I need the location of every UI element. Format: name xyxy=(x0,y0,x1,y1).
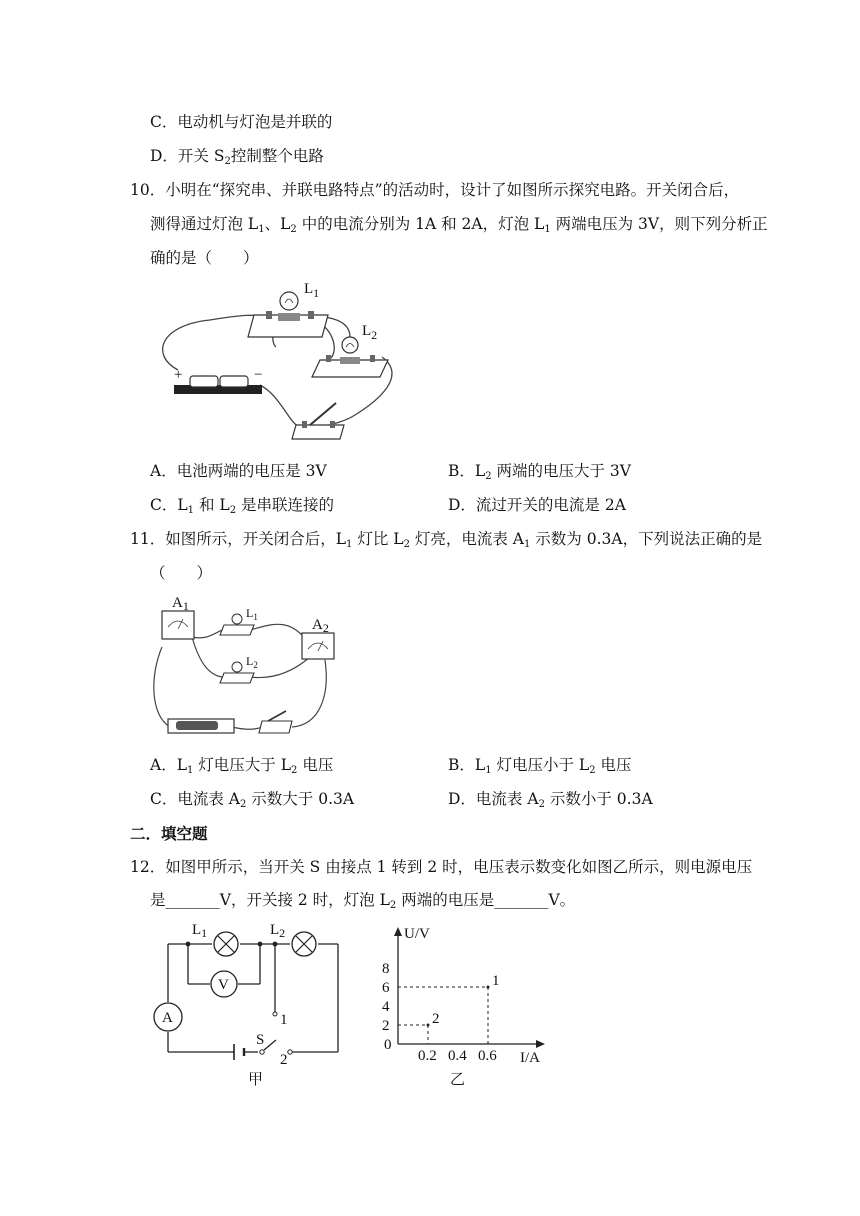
q11-option-d: D．电流表 $A_2$ 示数小于 0.3A xyxy=(448,790,653,810)
graph-data-point xyxy=(487,986,490,989)
q12-l1-lamp-icon xyxy=(214,932,238,956)
q12-ammeter-label: A xyxy=(162,1010,173,1026)
battery-minus-sign: − xyxy=(254,367,263,383)
q11-option-a: A．$L_1$ 灯电压大于 $L_2$ 电压 xyxy=(150,756,334,776)
battery-plus-sign: + xyxy=(174,367,183,383)
battery-box xyxy=(174,385,262,394)
q10-circuit-figure xyxy=(150,275,410,445)
q11-l1-bulb-icon xyxy=(232,614,242,624)
q10-stem-line2: 测得通过灯泡 $L_1$、$L_2$ 中的电流分别为 1A 和 2A，灯泡 $L_1$ 两端电压为 3V，则下列分析正 xyxy=(150,215,768,235)
q12-figure-b-caption: 乙 xyxy=(450,1070,466,1088)
q12-switch-label: S xyxy=(256,1032,265,1048)
graph-x-tick-label: 0.2 xyxy=(418,1048,437,1064)
q12-l2-label: $L_2$ xyxy=(270,922,286,940)
q12-stem-line1: 12．如图甲所示，当开关 S 由接点 1 转到 2 时，电压表示数变化如图乙所示，则电源电压 xyxy=(130,858,753,876)
q12-voltmeter-label: V xyxy=(218,977,229,993)
graph-x-axis-label: I/A xyxy=(520,1050,540,1066)
graph-x-tick-label: 0.6 xyxy=(478,1048,497,1064)
q11-stem-line1: 11．如图所示，开关闭合后，$L_1$ 灯比 $L_2$ 灯亮，电流表 $A_1$ 示数为 0.3A，下列说法正确的是 xyxy=(130,530,763,550)
q11-stem-line2: （ ） xyxy=(150,564,213,582)
q10-option-a: A．电池两端的电压是 3V xyxy=(150,462,327,480)
q10-option-d: D．流过开关的电流是 2A xyxy=(448,496,626,514)
graph-x-tick-label: 0.4 xyxy=(448,1048,467,1064)
graph-origin-label: 0 xyxy=(384,1037,392,1053)
q9-option-d: D．开关 $S_2$控制整个电路 xyxy=(150,147,324,167)
l2-bulb-icon xyxy=(342,337,358,353)
graph-x-arrow-icon xyxy=(536,1040,545,1048)
q12-figure-b-graph xyxy=(370,922,560,1090)
battery-cell-2 xyxy=(220,376,248,387)
q12-figure-a-circuit xyxy=(150,920,350,1090)
l1-bulb-icon xyxy=(280,292,298,310)
q12-l2-lamp-icon xyxy=(292,932,316,956)
graph-data-point xyxy=(427,1024,430,1027)
q11-l2-label: $L_2$ xyxy=(246,654,258,670)
graph-y-tick-label: 8 xyxy=(382,961,390,977)
q11-a2-label: $A_2$ xyxy=(312,617,329,635)
q10-stem-line3: 确的是（ ） xyxy=(150,249,259,267)
battery-cell-1 xyxy=(190,376,218,387)
q10-option-b: B．$L_2$ 两端的电压大于 3V xyxy=(448,462,631,482)
q11-switch-icon xyxy=(268,711,286,721)
graph-y-tick-label: 2 xyxy=(382,1018,390,1034)
q10-option-c: C．$L_1$ 和 $L_2$ 是串联连接的 xyxy=(150,496,334,516)
graph-point-label: 1 xyxy=(492,973,500,989)
l1-base xyxy=(278,313,300,321)
q12-contact-2-label: 2 xyxy=(280,1052,288,1068)
q12-contact-1-label: 1 xyxy=(280,1012,288,1028)
graph-point-label: 2 xyxy=(432,1011,440,1027)
graph-y-tick-label: 4 xyxy=(382,999,390,1015)
q10-l2-label: $L_2$ xyxy=(362,323,378,342)
graph-y-arrow-icon xyxy=(394,927,402,936)
graph-y-axis-label: U/V xyxy=(404,926,430,942)
graph-y-tick-label: 6 xyxy=(382,980,390,996)
section-heading-fill-in: 二．填空题 xyxy=(130,825,208,843)
q11-circuit-figure xyxy=(150,595,350,740)
q10-stem-line1: 10．小明在“探究串、并联电路特点”的活动时，设计了如图所示探究电路。开关闭合后， xyxy=(130,181,740,199)
q11-l1-label: $L_1$ xyxy=(246,606,258,622)
q11-option-c: C．电流表 $A_2$ 示数大于 0.3A xyxy=(150,790,355,810)
q12-figure-a-caption: 甲 xyxy=(248,1070,264,1088)
q12-stem-line2: 是_______V，开关接 2 时，灯泡 $L_2$ 两端的电压是_______V。 xyxy=(150,891,576,911)
q11-a1-label: $A_1$ xyxy=(172,595,189,613)
q12-l1-label: $L_1$ xyxy=(192,922,208,940)
q11-option-b: B．$L_1$ 灯电压小于 $L_2$ 电压 xyxy=(448,756,632,776)
q10-l1-label: $L_1$ xyxy=(304,281,320,300)
q11-l2-bulb-icon xyxy=(232,662,242,672)
q9-option-c: C．电动机与灯泡是并联的 xyxy=(150,113,333,131)
